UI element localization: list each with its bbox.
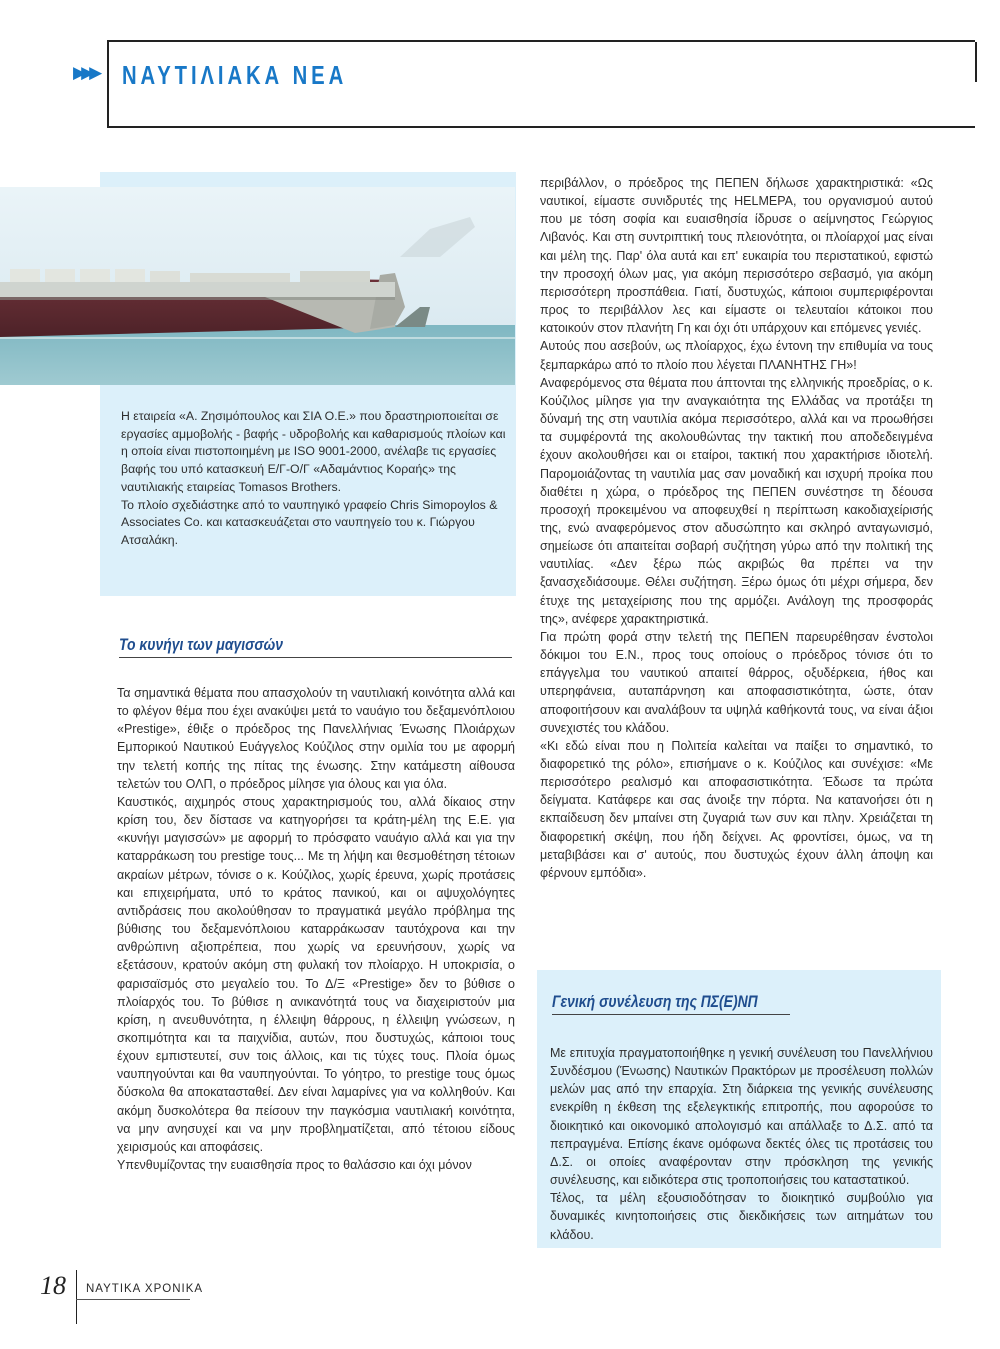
article-body [117,684,515,1174]
article-body-continued [540,174,933,882]
box-paragraph: Τέλος, τα μέλη εξουσιοδότησαν το διοικητικό συμβούλιο για δυναμικές κινητοποιήσεις στις διεκδικήσεις των αιτημάτων του κλάδου. [550,1191,933,1242]
article-paragraph: περιβάλλον, ο πρόεδρος της ΠΕΠΕΝ δήλωσε χαρακτηριστικά: «Ως ναυτικοί, είμαστε συνιδρυτές της HELMEPA, του οργανισμού αυτού που με τόση σοφία και ευαισθησία ίδρυσε ο αείμνηστος Γεώργιος Λιβανός. Και στη συντριπτική τους πλειονότητα, οι πλοίαρχοί μας είναι και μέλη της. Παρ' όλα αυτά και επ' ευκαιρία του περιστατικού, εφιστώ την προσοχή όλων μας, για ακόμη περισσότερο σεβασμό, για ακόμη περισσότερη προσπάθεια. Γιατί, δυστυχώς, κάποιοι συμπεριφέρονται προς το περιβάλλον λες και είμαστε οι τελευταίοι κάτοικοι που κατοικούν στον πλανήτη Γη και όχι ότι υπάρχουν και επόμενες γενιές. [540,176,933,336]
section-title: ΝΑΥΤΙΛΙΑΚΑ ΝΕΑ [122,60,348,90]
page-number: 18 [40,1271,66,1300]
box-body [550,1044,933,1244]
photo-caption [121,408,509,550]
ship-photo [0,187,515,385]
header-arrows-icon: ▶▶▶ [73,63,98,82]
heading-rule [552,1014,790,1015]
article-paragraph: Αναφερόμενος στα θέματα που άπτονται της ελληνικής προεδρίας, ο κ. Κούζιλος μίλησε για την αναγκαιότητα της Ελλάδας να προτάξει τη δύναμή της στη ναυτιλία ακόμα περισσότερο, αλλά και να προωθήσει τα συμφέροντά της ακολουθώντας την τακτική που αποδεδειγμένα έχουν ακολουθήσει και οι εταίροι, τακτική που χαρακτήρισε ιδιοτελή. Παρομοιάζοντας τη ναυτιλία μας σαν μοναδική και ισχυρή προίκα που διαθέτει η χώρα, ο πρόεδρος της ΠΕΠΕΝ συνέστησε τη δέουσα προσοχή προκειμένου να αποφευχθεί η περίπτωση κακοδιαχείρισής της, ενώ αναφερόμενος στον αδυσώπητο και σκληρό ανταγωνισμό, σημείωσε ότι απαιτείται σοβαρή συζήτηση γύρω από την πολιτική της ναυτιλίας. «Δεν ξέρω πώς ακριβώς θα πρέπει να την ξανασχεδιάσουμε. Θέλει συζήτηση. Ξέρω όμως ότι μέχρι σήμερα, δεν έτυχε της μεταχείρισης που της αρμόζει. Ανάλογη της προσφοράς της», ανέφερε χαρακτηριστικά. [540,375,933,626]
article-paragraph: Καυστικός, αιχμηρός στους χαρακτηρισμούς του, αλλά δίκαιος στην κρίση του, δεν δίστασε να κατηγορήσει τα κράτη-μέλη της Ε.Ε. για «κυνήγι μαγισσών» με αφορμή το πρόσφατο ναυάγιο αλλά και για την καταρράκωση του prestige τους... Με τη λήψη και θεσμοθέτηση τέτοιων ακραίων μέτρων, τόνισε ο κ. Κούζιλος, χωρίς έρευνα, χωρίς προτάσεις και επιχειρήματα, υπό το κράτος πανικού, και οι αψυχολόγητες αντιδράσεις που ακολούθησαν το πραγματικά μεγάλο πρόβλημα της βύθισης του δεξαμενόπλοιου καταρράκωσαν ταυτόχρονα και την ανθρώπινη αξιοπρέπεια, που χωρίς να ερευνήσουν, χωρίς να εξετάσουν, κρατούν ακόμη στη φυλακή τον πλοίαρχο. Η υποκρισία, ο φαρισαϊσμός στο μεγαλείο του. Το Δ/Ξ «Prestige» δεν το βύθισε ο πλοίαρχός του. Το βύθισε η ανικανότητά τους να διαχειριστούν μια κρίση, η ανευθυνότητα, η έλλειψη θάρρους, η έλλειψη γνώσεων, η σκοπιμότητα και τα παιχνίδια, αυτών, που δυστυχώς, κάποιοι τους έχουν εμπιστευτεί, συν τοις άλλοις, και τις τύχες τους. Πλοία όμως ναυπηγούνται και θα ναυπηγούνται. Το γόητρο, το prestige τους όμως δύσκολα θα αποκατασταθεί. Δεν είναι λαμαρίνες για να κολληθούν. Και ακόμη δυσκολότερα θα πείσουν την παγκόσμια ναυτιλιακή κοινότητα, να μην ανησυχεί και να μην προβληματίζεται, από τέτοιου είδους χειρισμούς και αποφάσεις. [117,794,515,1154]
caption-paragraph: Η εταιρεία «Α. Ζησιμόπουλος και ΣΙΑ Ο.Ε.» που δραστηριοποιείται σε εργασίες αμμοβολής - βαφής - υδροβολής και καθαρισμούς πλοίων και η οποία είναι πιστοποιημένη με ISO 9001-2000, ανέλαβε τις εργασίες βαφής του υπό κατασκευή Ε/Γ-Ο/Γ «Αδαμάντιος Κοραής» της ναυτιλιακής εταιρείας Tomasos Brothers. [121,409,506,494]
article-paragraph: «Κι εδώ είναι που η Πολιτεία καλείται να παίξει το σημαντικό, το διαφορετικό της ρόλο», επισήμανε ο κ. Κούζιλος και συνέχισε: «Με περισσότερο ρεαλισμό και αποφασιστικότητα. Έδωσε τα πρώτα δείγματα. Κατάφερε και σας άνοιξε την πόρτα. Να κατανοήσει ότι η εκπαίδευση δεν μπαίνει στη ζυγαριά των συν και πλην. Χρειάζεται τη διαφορετική σκέψη, που ήδη δείχνει. Ας φροντίσει, όμως, να τη μεταβιβάσει και σ' αυτούς, που δυστυχώς έχουν άλλη άποψη και φέρνουν εμπόδια». [540,738,933,880]
footer-divider [76,1270,77,1324]
box-paragraph: Με επιτυχία πραγματοποιήθηκε η γενική συνέλευση του Πανελλήνιου Συνδέσμου (Ένωσης) Ναυτικών Πρακτόρων με προσέλευση πολλών μελών μας από την επαρχία. Στη διάρκεια της γενικής συνέλευσης ενεκρίθη η έκθεση της εξελεγκτικής επιτροπής, που αφορούσε το διοικητικό και οικονομικό απολογισμό και απάλλαξε το Δ.Σ. από τα πεπραγμένα. Επίσης έκανε ομόφωνα δεκτές όλες τις προτάσεις του Δ.Σ. οι οποίες αναφέρονταν στην πρόσκληση της γενικής συνέλευσης, και ειδικότερα στις τροποποιήσεις του καταστατικού. [550,1046,933,1188]
article-paragraph: Υπενθυμίζοντας την ευαισθησία προς το θαλάσσιο και όχι μόνον [117,1158,472,1173]
caption-paragraph: Το πλοίο σχεδιάστηκε από το ναυπηγικό γραφείο Chris Simopoylos & Associates Co. και κατασκευάζεται στο ναυπηγείο του κ. Γιώργου Ατσαλάκη. [121,497,498,547]
article-heading: Το κυνήγι των μαγισσών [119,635,283,654]
article-paragraph: Για πρώτη φορά στην τελετή της ΠΕΠΕΝ παρευρέθησαν ένστολοι δόκιμοι του Ε.Ν., προς τους οποίους ο πρόεδρος τόνισε ότι το επάγγελμα του ναυτικού απαιτεί θάρρος, οξυδέρκεια, ήθος και υπερηφάνεια, αυταπάρνηση και αποφασιστικότητα, ώστε, όταν αποφοιτήσουν και αναλάβουν τα υψηλά καθήκοντά τους, να είναι άξιοι συνεχιστές του κλάδου. [540,629,933,735]
footer-rule [76,1299,190,1300]
article-paragraph: Αυτούς που ασεβούν, ως πλοίαρχος, έχω έντονη την επιθυμία να τους ξεμπαρκάρω από το πλοίο που λέγεται ΠΛΑΝΗΤΗΣ ΓΗ»! [540,339,933,372]
magazine-name: ΝΑΥΤΙΚΑ ΧΡΟΝΙΚΑ [86,1283,204,1295]
box-heading: Γενική συνέλευση της ΠΣ(Ε)ΝΠ [552,992,758,1011]
heading-rule [119,657,512,658]
article-paragraph: Τα σημαντικά θέματα που απασχολούν τη ναυτιλιακή κοινότητα αλλά και το φλέγον θέμα που έχει ανακύψει μετά το ναυάγιο του δεξαμενόπλοιου «Prestige», έθιξε ο πρόεδρος της Πανελλήνιας Ένωσης Πλοιάρχων Εμπορικού Ναυτικού Ευάγγελος Κούζιλος στην ομιλία του με αφορμή την τελετή κοπής της πίτας της ένωσης. Στην κατάμεστη αίθουσα τελετών του ΟΛΠ, ο πρόεδρος μίλησε για όλους και για όλα. [117,686,515,791]
